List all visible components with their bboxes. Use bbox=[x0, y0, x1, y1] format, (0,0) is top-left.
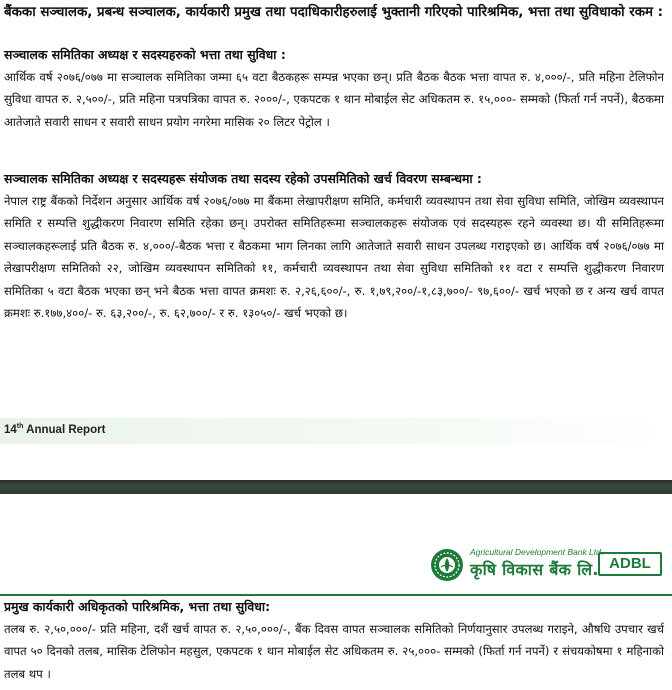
footer-annual-report bbox=[4, 423, 105, 436]
paragraph-subcommittee-expense: नेपाल राष्ट्र बैंकको निर्देशन अनुसार आर्थिक वर्ष २०७६/०७७ मा बैंकमा लेखापरीक्षण समिति, कर्मचारी व्यवस्थापन तथा सेवा सुविधा समिति, जोखिम व्यवस्थापन समिति र सम्पत्ति शुद्धीकरण निवारण समिति रहेका छन्। उपरोक्त समितिहरूमा सञ्चालकहरू संयोजक एवं सदस्यहरू रहने व्यवस्था छ। यी समितिहरूमा सञ्चालकहरूलाई प्रति बैठक रु. ४,०००/-बैठक भत्ता र बैठकमा भाग लिनका लागि आतेजाते सवारी साधन उपलब्ध गराइएको छ। आर्थिक वर्ष २०७६/०७७ मा लेखापरीक्षण समितिको २२, जोखिम व्यवस्थापन समितिको ११, कर्मचारी व्यवस्थापन तथा सेवा सुविधा समितिको ११ वटा र सम्पत्ति शुद्धीकरण निवारण समितिका ५ वटा बैठक भएका छन् भने बैठक भत्ता वापत क्रमशः रु. २,२६,६००/-, रु. १,७९,२००/-१,८३,७००/- ९७,६००/- खर्च भएको छ र अन्य खर्च वापत क्रमशः रु.१७७,४००/- रु. ६३,२००/-, रु. ६२,७००/- र रु. १३०५०/- खर्च भएको छ। bbox=[4, 194, 665, 321]
header-rule bbox=[0, 594, 672, 596]
page-footer bbox=[0, 418, 672, 444]
section-heading-board-allowance: सञ्चालक समितिका अध्यक्ष र सदस्यहरुको भत्ता तथा सुविधा : bbox=[4, 47, 286, 62]
section-heading-subcommittee-expense: सञ्चालक समितिका अध्यक्ष र सदस्यहरू संयोजक तथा सदस्य रहेको उपसमितिको खर्च विवरण सम्बन्धमा : bbox=[4, 171, 482, 186]
page-separator bbox=[0, 480, 672, 494]
footer-label: Annual Report bbox=[23, 423, 106, 436]
footer-edition-suffix: th bbox=[16, 423, 24, 430]
footer-edition: 14 bbox=[4, 423, 17, 436]
bank-emblem-icon bbox=[430, 548, 464, 582]
bank-name-english: Agricultural Development Bank Ltd. bbox=[470, 547, 604, 557]
paragraph-board-allowance: आर्थिक वर्ष २०७६/०७७ मा सञ्चालक समितिका जम्मा ६५ वटा बैठकहरू सम्पन्न भएका छन्। प्रति बैठक बैठक भत्ता वापत रु. ४,०००/-, प्रति महिना टेलिफोन सुविधा वापत रु. २,५००/-, प्रति महिना पत्रपत्रिका वापत रु. २०००/-, एकपटक १ थान मोबाईल सेट अधिकतम रु. १५,०००- सम्मको (फिर्ता गर्न नपर्ने), बैठकमा आतेजाते सवारी साधन र सवारी साधन प्रयोग नगरेमा मासिक २० लिटर पेट्रोल । bbox=[4, 70, 664, 129]
document-page-lower bbox=[0, 494, 672, 690]
bank-name-nepali: कृषि विकास बैंक लि. bbox=[470, 560, 599, 579]
section-heading-ceo-remuneration: प्रमुख कार्यकारी अधिकृतको पारिश्रमिक, भत्ता तथा सुविधा: bbox=[4, 599, 271, 614]
bank-abbreviation: ADBL bbox=[598, 552, 662, 576]
bank-logo bbox=[430, 546, 666, 586]
paragraph-ceo-remuneration: तलब रु. २,५०,०००/- प्रति महिना, दशैं खर्च वापत रु. २,५०,०००/-, बैंक दिवस वापत सञ्चालक समितिको निर्णयानुसार उपलब्ध गराइने, औषधि उपचार खर्च वापत ५० दिनको तलब, मासिक टेलिफोन महसुल, एकपटक १ थान मोबाईल सेट अधिकतम रु. २५,०००- सम्मको (फिर्ता गर्न नपर्ने) र संचयकोषमा १ महिनाको तलब थप । bbox=[4, 622, 664, 681]
main-heading: बैंकका सञ्चालक, प्रबन्ध सञ्चालक, कार्यकारी प्रमुख तथा पदाधिकारीहरुलाई भुक्तानी गरिएको पारिश्रमिक, भत्ता तथा सुविधाको रकम : bbox=[4, 5, 663, 20]
